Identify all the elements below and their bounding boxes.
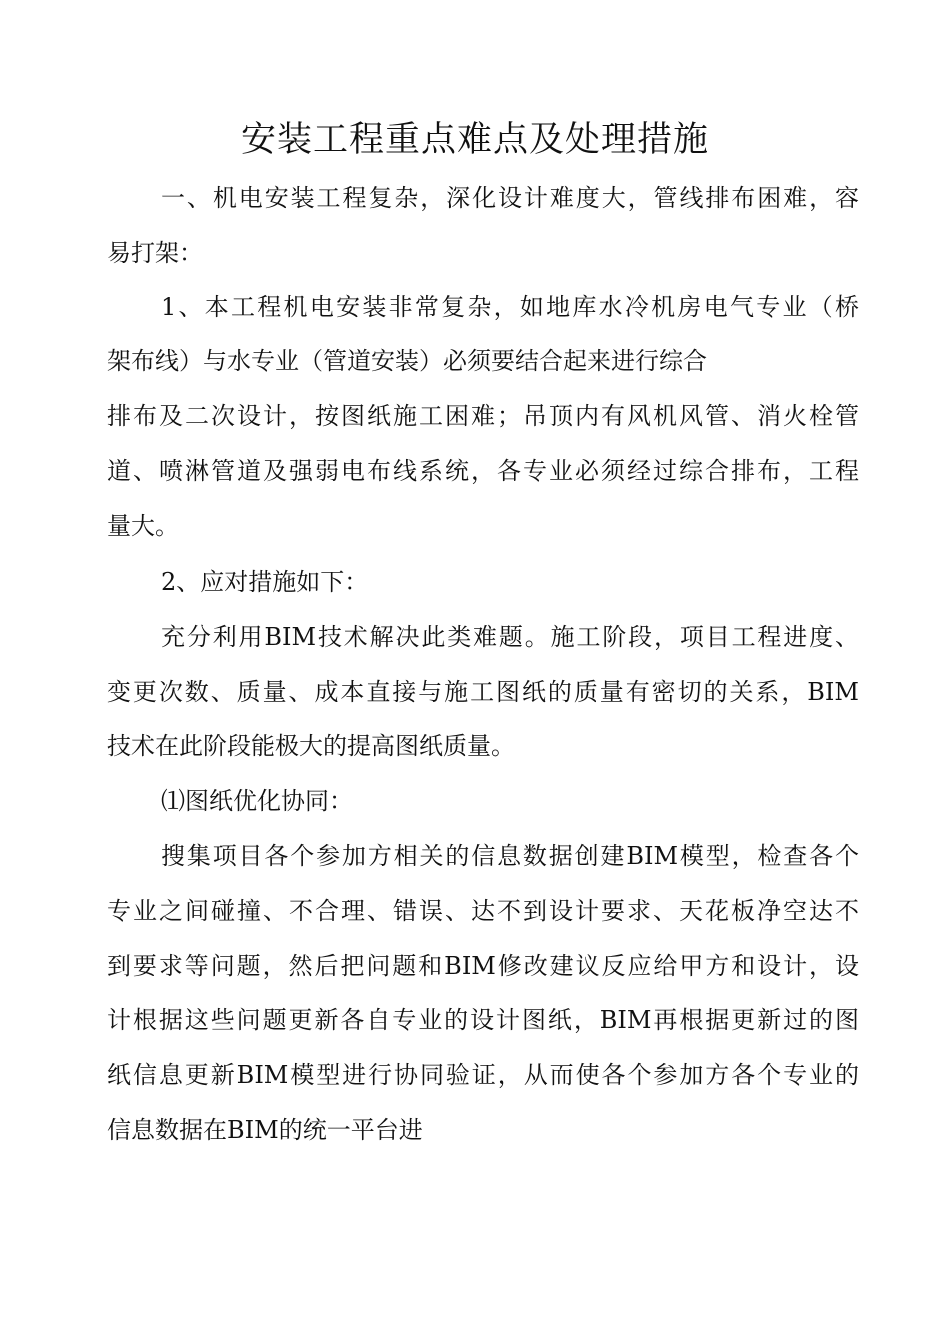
paragraph-line: 量大。 (107, 512, 179, 540)
paragraph-line: 专业之间碰撞、不合理、错误、达不到设计要求、天花板净空达不 (107, 897, 859, 925)
paragraph-line: 纸信息更新BIM模型进行协同验证，从而使各个参加方各个专业的 (107, 1061, 859, 1089)
paragraph-line: 排布及二次设计，按图纸施工困难；吊顶内有风机风管、消火栓管 (107, 402, 859, 430)
paragraph-line: 架布线）与水专业（管道安装）必须要结合起来进行综合 (107, 347, 707, 375)
paragraph-line: 1、本工程机电安装非常复杂，如地库水冷机房电气专业（桥 (161, 293, 859, 321)
paragraph-line: 到要求等问题，然后把问题和BIM修改建议反应给甲方和设计，设 (107, 952, 859, 980)
paragraph-line: 搜集项目各个参加方相关的信息数据创建BIM模型，检查各个 (161, 842, 859, 870)
paragraph-line: 变更次数、质量、成本直接与施工图纸的质量有密切的关系，BIM (107, 678, 859, 706)
subheading: ⑴图纸优化协同： (161, 787, 353, 815)
paragraph-line: 技术在此阶段能极大的提高图纸质量。 (107, 732, 515, 760)
paragraph-line: 充分利用BIM技术解决此类难题。施工阶段，项目工程进度、 (161, 623, 859, 651)
paragraph-line: 道、喷淋管道及强弱电布线系统，各专业必须经过综合排布，工程 (107, 457, 859, 485)
paragraph-line: 计根据这些问题更新各自专业的设计图纸，BIM再根据更新过的图 (107, 1006, 859, 1034)
subheading: 2、应对措施如下： (161, 568, 369, 596)
paragraph-line: 信息数据在BIM的统一平台进 (107, 1116, 423, 1144)
section-heading: 一、机电安装工程复杂，深化设计难度大，管线排布困难，容 (161, 184, 859, 212)
document-title: 安装工程重点难点及处理措施 (240, 120, 709, 160)
section-heading-cont: 易打架： (107, 239, 203, 267)
